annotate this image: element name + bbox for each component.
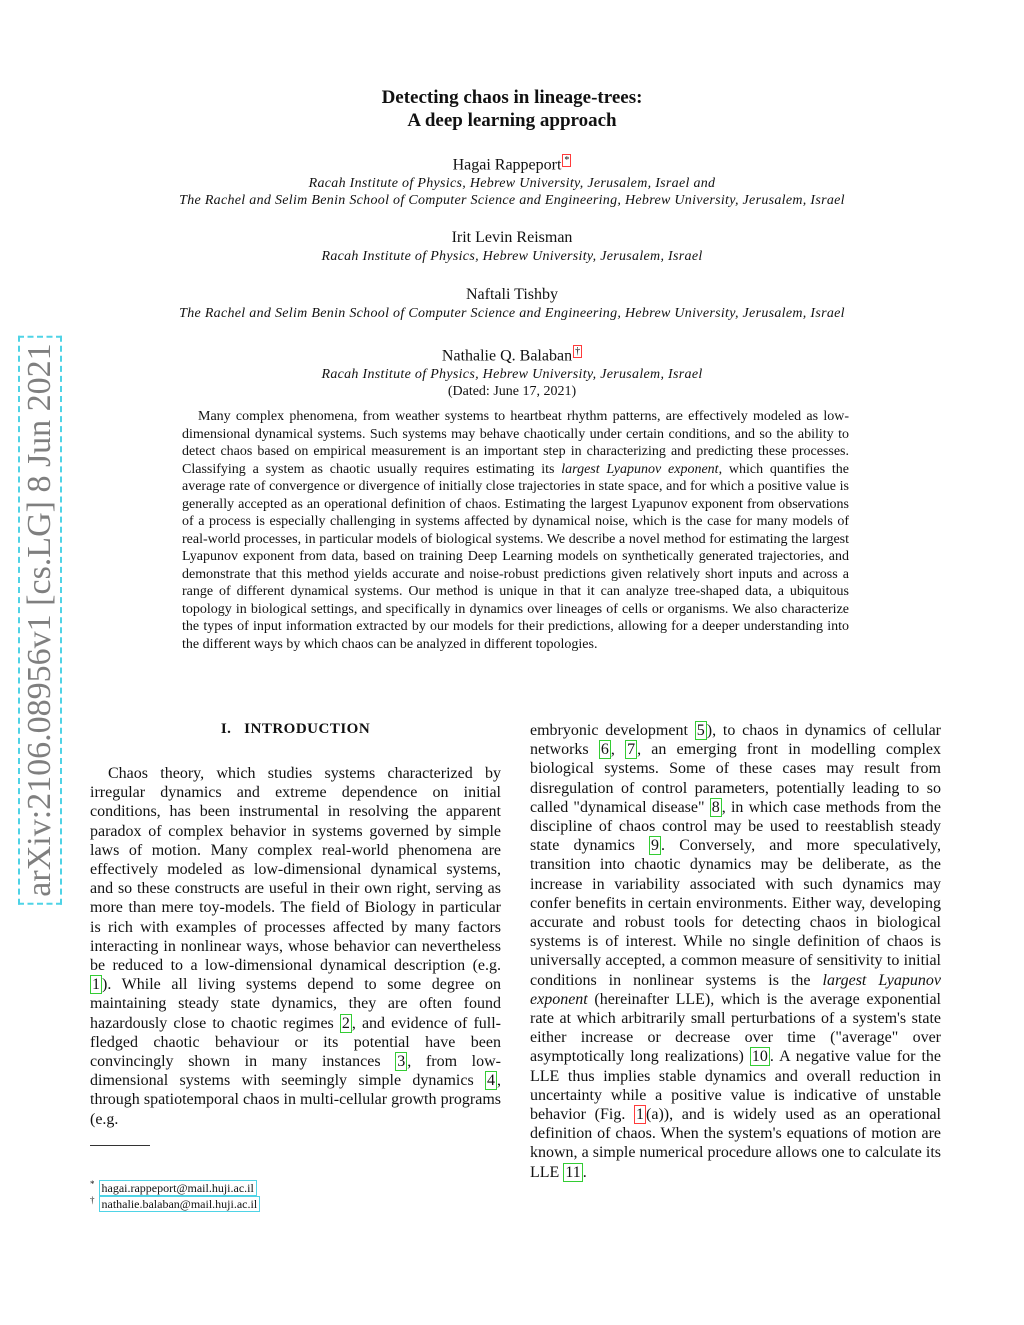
footnote-mark: *: [90, 1179, 95, 1189]
citation-link[interactable]: 3: [397, 1053, 406, 1071]
body-text: , in which case methods from the discipline of chaos control may be used to reestablish steady state dynamics: [530, 798, 941, 855]
section-title: INTRODUCTION: [244, 721, 371, 737]
author-block-3: [0, 285, 1024, 322]
author-name: Hagai Rappeport: [452, 156, 562, 174]
body-text: (a)), and is widely used as an operational definition of chaos. When the system's equations of motion are known, a simple numerical procedure allows one to calculate its LLE: [530, 1106, 941, 1181]
body-text: , through spatiotemporal chaos in multi-cellular growth programs (e.g.: [90, 1072, 501, 1128]
paper-title: [0, 86, 1024, 132]
body-text: , and evidence of full-fledged chaotic behaviour or its potential have been convincingly shown in many instances: [90, 1014, 501, 1071]
arxiv-stamp-text[interactable]: arXiv:2106.08956v1 [cs.LG] 8 Jun 2021: [18, 335, 62, 904]
body-text: , from low-dimensional systems with seemingly simple dynamics: [90, 1053, 501, 1090]
body-text: ,: [610, 741, 626, 759]
body-emphasis: largest Lyapunov exponent: [530, 971, 942, 1008]
citation-link[interactable]: 1: [92, 976, 100, 994]
body-text: Chaos theory, which studies systems characterized by irregular dynamics and extreme dependence on initial conditions, has been instrumental in resolving the apparent paradox of complex behavior in systems governed by simple laws of motion. Many complex real-world phenomena are effectively modeled as low-dimensional dynamical systems, and so these constructs are useful in their own right, serving as more than mere toy-models. The field of Biology in particular is rich with examples of processes affected by many factors interacting in nonlinear ways, whose behavior can nevertheless be reduced to a low-dimensional dynamical description (e.g.: [90, 765, 501, 975]
abstract: [182, 408, 849, 653]
citation-link[interactable]: 4: [487, 1072, 495, 1090]
citation-link[interactable]: 6: [600, 741, 609, 759]
left-column: [90, 764, 501, 1129]
body-text: , an emerging front in modelling complex biological systems. Some of these cases may result from disregulation of control parameters, potentially leading to so called "dynamical disease": [530, 741, 942, 816]
email-link[interactable]: nathalie.balaban@mail.huji.ac.il: [99, 1196, 261, 1212]
section-heading: [90, 721, 501, 738]
author-name: Irit Levin Reisman: [451, 229, 573, 246]
body-text: . Conversely, and more speculatively, transition into chaotic dynamics may be deliberate, as the increase in variability associated with such dynamics may confer benefits in certain environments. Either way, developing accurate and robust tools for detecting chaos in biological systems is of interest. While no single definition of chaos is universally accepted, a common measure of sensitivity to initial conditions in nonlinear systems is the: [530, 837, 941, 989]
citation-link[interactable]: 5: [696, 722, 705, 739]
title-line-1: Detecting chaos in lineage-trees:: [381, 87, 643, 108]
affiliation: The Rachel and Selim Benin School of Computer Science and Engineering, Hebrew University, Jerusalem, Israel: [179, 306, 845, 321]
author-block-1: [0, 151, 1024, 209]
author-block-4: [0, 342, 1024, 400]
body-text: embryonic development: [530, 722, 695, 739]
citation-link[interactable]: 11: [565, 1163, 581, 1181]
footnote-divider: [90, 1145, 150, 1146]
body-text: ). While all living systems depend to some degree on maintaining steady state dynamics, they are often found hazardously close to chaotic regimes: [90, 976, 501, 1032]
affiliation: Racah Institute of Physics, Hebrew University, Jerusalem, Israel: [321, 249, 703, 264]
body-text: . A negative value for the LLE thus implies stable dynamics and overall reduction in uncertainty while a positive value is indicative of unstable behavior (Fig.: [530, 1048, 941, 1124]
affiliation: The Rachel and Selim Benin School of Computer Science and Engineering, Hebrew University, Jerusalem, Israel: [179, 193, 845, 209]
email-link[interactable]: hagai.rappeport@mail.huji.ac.il: [99, 1180, 257, 1196]
author-name: Nathalie Q. Balaban: [441, 347, 573, 365]
affiliation: Racah Institute of Physics, Hebrew University, Jerusalem, Israel and: [308, 176, 716, 192]
abstract-text: Many complex phenomena, from weather systems to heartbeat rhythm patterns, are effectively modeled as low-dimensional dynamical systems. Such systems may behave chaotically under certain conditions, and so the ability to detect chaos based on empirical measurement is an important step in characterizing and predicting these processes. Classifying a system as chaotic usually requires estimating its: [182, 409, 849, 477]
footnote-link[interactable]: *: [564, 155, 570, 166]
author-block-2: [0, 228, 1024, 265]
author-name: Naftali Tishby: [465, 286, 558, 303]
affiliation: Racah Institute of Physics, Hebrew University, Jerusalem, Israel: [321, 367, 703, 383]
body-text: (hereinafter LLE), which is the average exponential rate at which arbitrarily small perturbations of a system's state either increase or decrease over time ("average" over asymptotically long realizations): [530, 990, 941, 1066]
footnote-link[interactable]: †: [575, 346, 581, 357]
citation-link[interactable]: 9: [651, 837, 660, 855]
figure-link[interactable]: 1: [636, 1106, 645, 1124]
abstract-text: , which quantifies the average rate of convergence or divergence of initially close trajectories in state space, and for which a positive value is generally accepted as an operational definition of chaos. Estimating the largest Lyapunov exponent from observations of a process is especially challenging in systems affected by dynamical noise, which is the case for many models of real-world processes, in particular models of biological systems. We describe a novel method for estimating the largest Lyapunov exponent from data, based on training Deep Learning models on synthetically generated trajectories, and demonstrate that this method yields accurate and noise-robust predictions given relatively short inputs and across a range of different dynamical systems. Our method is unique in that it can analyze tree-shaped data, a ubiquitous topology in biological settings, and specifically in dynamics over lineages of cells or organisms. We also characterize the types of input information extracted by our models for their predictions, allowing for a deeper understanding into the different ways by which chaos can be analyzed in different topologies.: [182, 461, 850, 652]
body-text: .: [582, 1163, 587, 1181]
footnote-2: [90, 1192, 260, 1212]
arxiv-stamp[interactable]: [18, 335, 62, 905]
citation-link[interactable]: 10: [751, 1048, 768, 1066]
dated: (Dated: June 17, 2021): [447, 384, 577, 400]
right-column: [530, 721, 941, 1182]
title-line-2: A deep learning approach: [407, 110, 617, 131]
citation-link[interactable]: 8: [711, 798, 720, 816]
citation-link[interactable]: 7: [627, 741, 636, 759]
abstract-emphasis: largest Lyapunov exponent: [561, 461, 719, 477]
citation-link[interactable]: 2: [341, 1014, 350, 1032]
footnote-mark: †: [90, 1195, 95, 1205]
section-number: I.: [220, 721, 232, 737]
body-text: ), to chaos in dynamics of cellular networks: [530, 722, 942, 759]
